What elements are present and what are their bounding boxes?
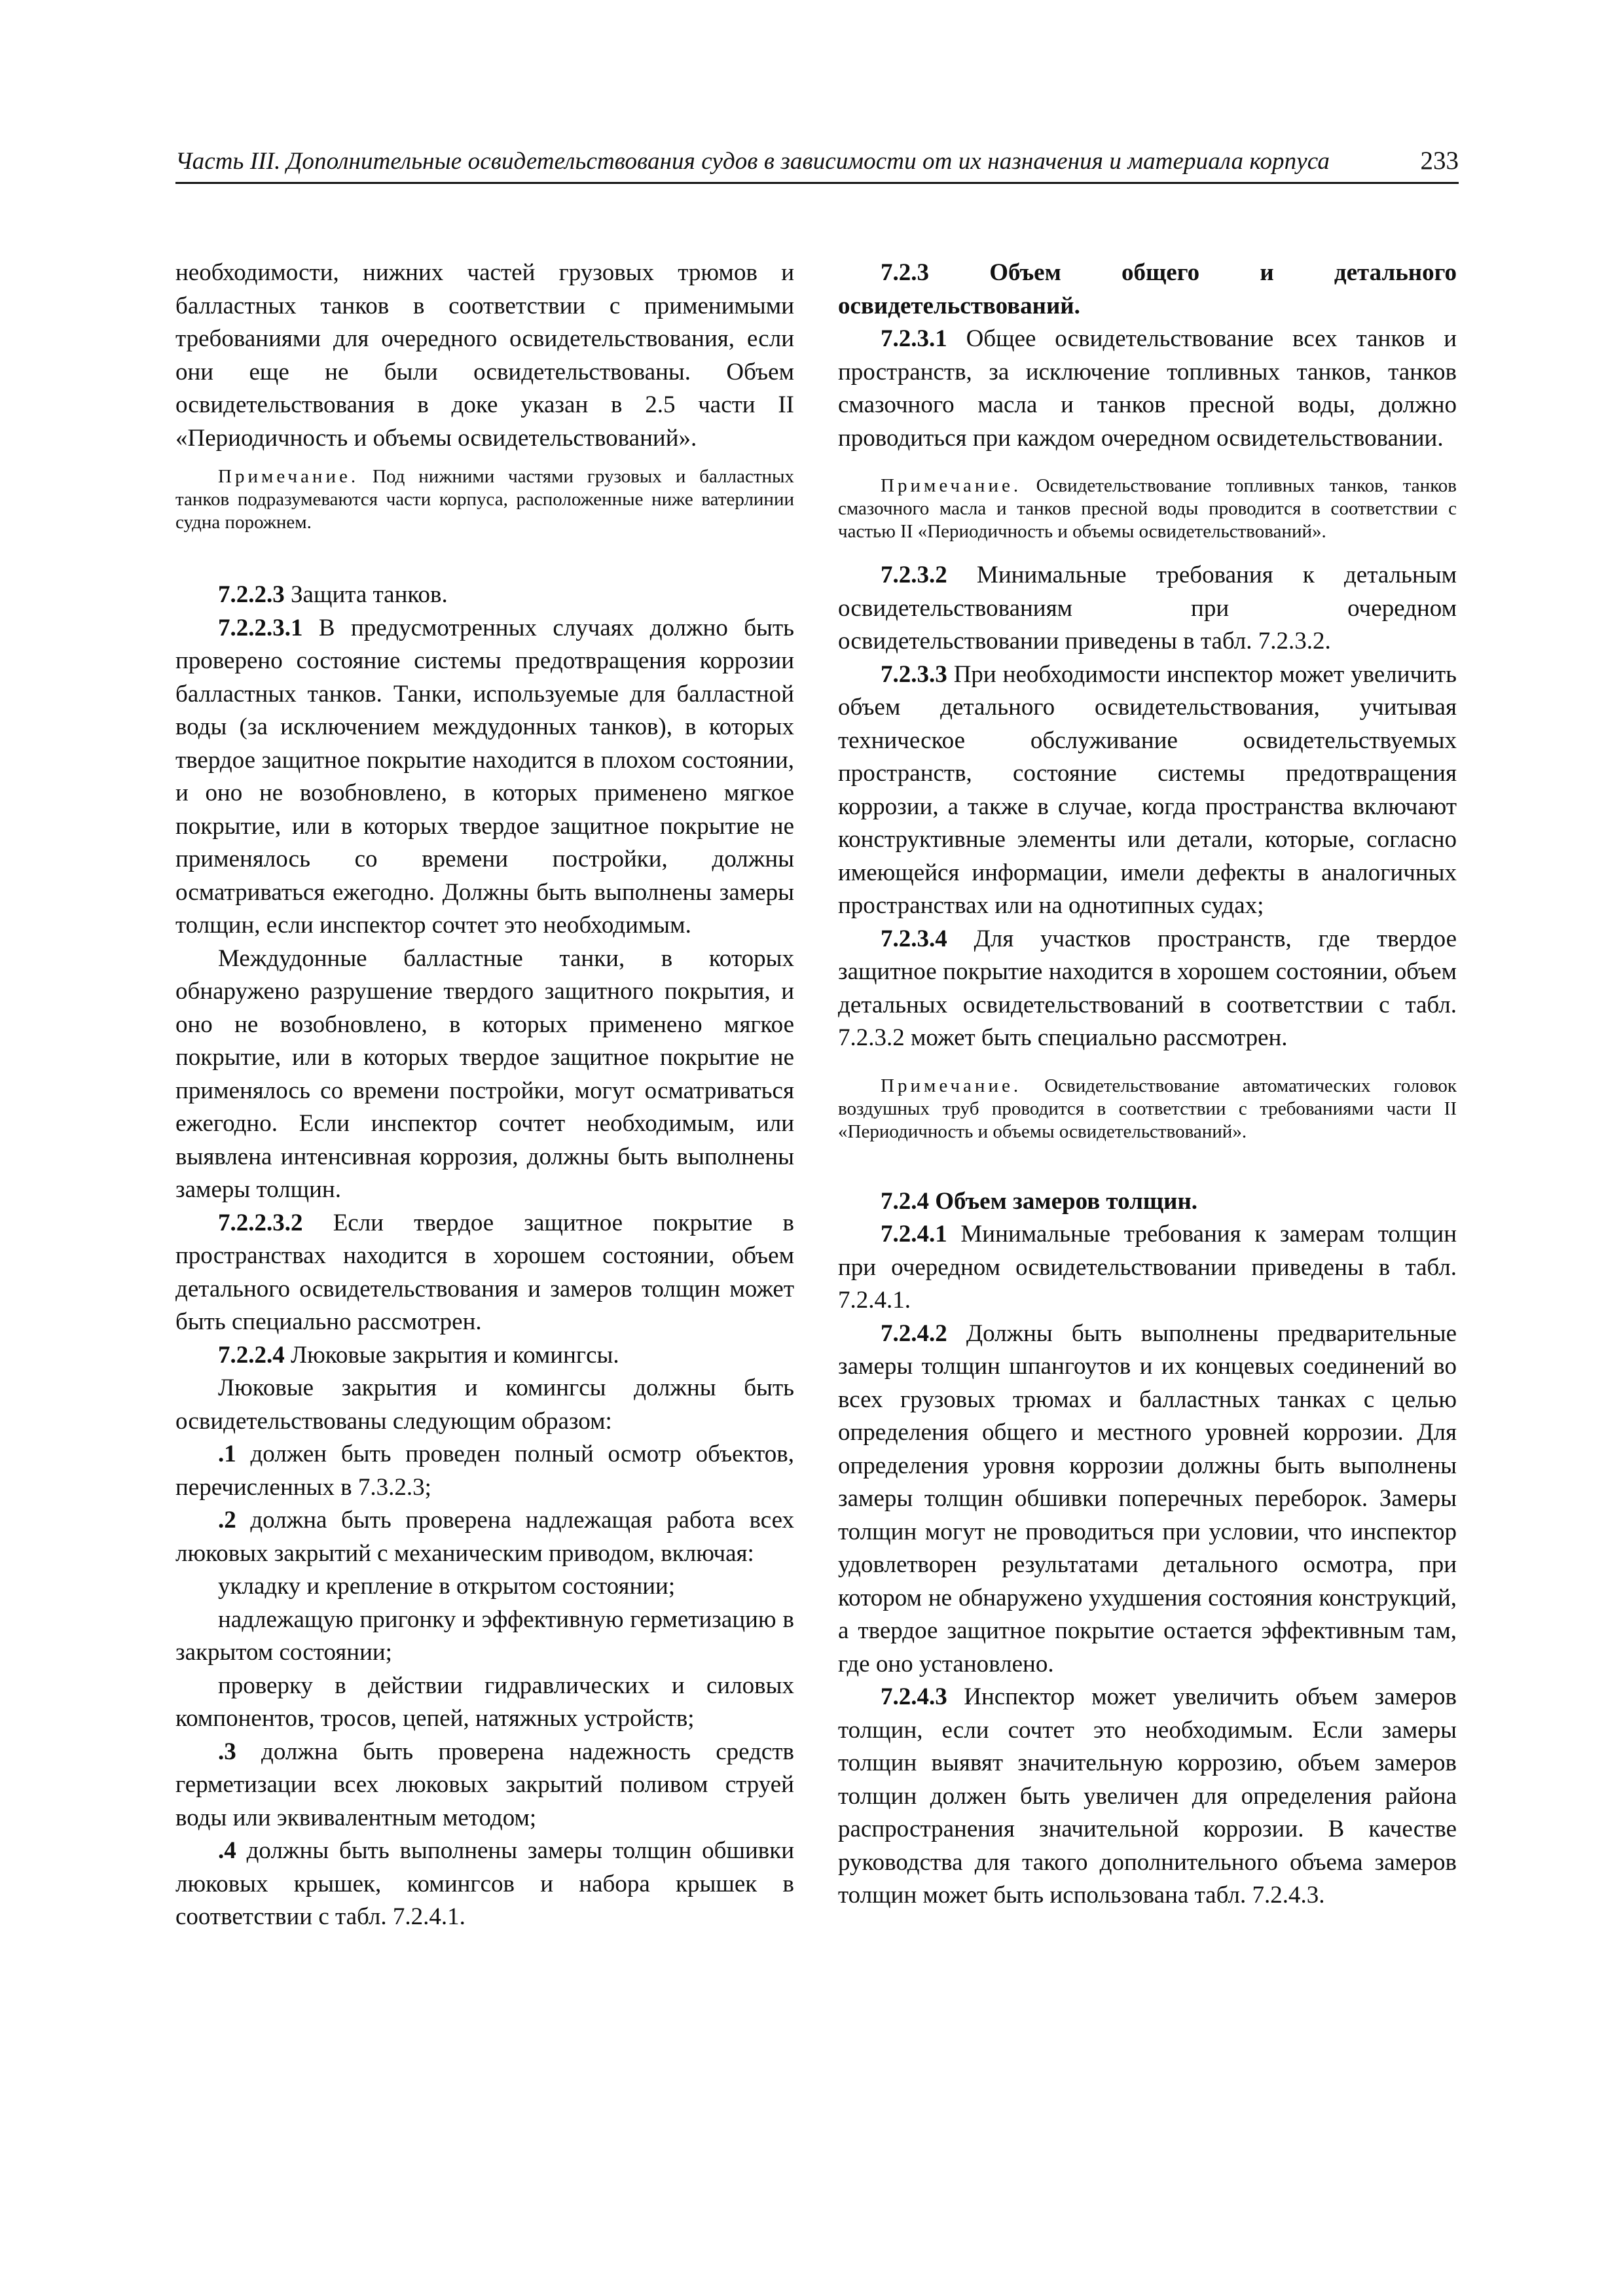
paragraph-7-2-4-2 [838,1318,1457,1681]
item-number: .1 [218,1441,236,1467]
paragraph-7-2-3-4 [838,923,1457,1055]
page-number: 233 [1420,147,1459,175]
paragraph-7-2-2-3-1 [175,612,794,942]
paragraph-7-2-2-3-2 [175,1207,794,1339]
paragraph-text: Минимальные требования к замерам толщин при очередном освидетельствовании приведены в табл. 7.2.4.1. [838,1221,1457,1314]
note-text: Под нижними частями грузовых и балластных танков подразумеваются части корпуса, расположенные ниже ватерлинии судна порожнем. [175,466,794,533]
section-number: 7.2.2.3.2 [218,1209,303,1236]
paragraph-text: При необходимости инспектор может увеличить объем детального освидетельствования, учитывая техническое обслуживание освидетельствуемых пространств, состояние системы предотвращения коррозии, а также в случае, когда пространства включают конструктивные элементы или детали, которые, согласно имеющейся информации, имели дефекты в аналогичных пространствах или на однотипных судах; [838,660,1457,919]
left-column [175,257,794,1934]
section-number: 7.2.3.2 [881,562,947,588]
note-text: Освидетельствование автоматических головок воздушных труб проводится в соответствии с требованиями части II «Периодичность и объемы освидетельствований». [838,1075,1457,1142]
item-number: .3 [218,1738,236,1765]
paragraph-hatch-intro: Люковые закрытия и комингсы должны быть освидетельствованы следующим образом: [175,1374,794,1435]
paragraph-intro: необходимости, нижних частей грузовых трюмов и балластных танков в соответствии с применимыми требованиями для очередного освидетельствования, если они еще не были освидетельствованы. Объем освидетельствования в доке указан в 2.5 части II «Периодичность и объемы освидетельствований». [175,259,794,452]
item-text: должна быть проверена надлежащая работа всех люковых закрытий с механическим приводом, включая: [175,1507,794,1567]
section-number: 7.2.3.4 [881,925,947,952]
section-number: 7.2.2.3.1 [218,614,303,641]
note-text: Освидетельствование топливных танков, танков смазочного масла и танков пресной воды проводится в соответствии с частью II «Периодичность и объемы освидетельствований». [838,475,1457,542]
note-label: Примечание. [881,475,1022,496]
section-7-2-2-3-heading [175,579,794,612]
paragraph-7-2-4-1 [838,1218,1457,1318]
section-number: 7.2.4.3 [881,1683,947,1710]
list-item-2 [175,1504,794,1570]
sub-item-3: проверку в действии гидравлических и силовых компонентов, тросов, цепей, натяжных устройств; [175,1672,794,1732]
note-label: Примечание. [218,466,359,487]
paragraph-text: Для участков пространств, где твердое защитное покрытие находится в хорошем состоянии, объем детальных освидетельствований в соответствии с табл. 7.2.3.2 может быть специально рассмотрен. [838,925,1457,1051]
sub-item-1: укладку и крепление в открытом состоянии; [218,1573,676,1600]
paragraph-double-bottom: Междудонные балластные танки, в которых обнаружено разрушение твердого защитного покрытия, и оно не возобновлено, в которых применено мягкое покрытие, или в которых твердое защитное покрытие не применялось со времени постройки, могут осматриваться ежегодно. Если инспектор сочтет необходимым, или выявлена интенсивная коррозия, должны быть выполнены замеры толщин. [175,944,794,1203]
paragraph-text: Общее освидетельствование всех танков и пространств, за исключение топливных танков, танков смазочного масла и танков пресной воды, должно проводиться при каждом очередном освидетельствовании. [838,325,1457,452]
paragraph-7-2-4-3 [838,1681,1457,1912]
section-number: 7.2.2.4 [218,1341,285,1369]
section-number: 7.2.3.3 [881,660,947,688]
note-air-pipes [838,1075,1457,1143]
paragraph-7-2-3-3 [838,658,1457,923]
right-column [838,257,1457,1912]
item-text: должны быть выполнены замеры толщин обшивки люковых крышек, комингсов и набора крышек в соответствии с табл. 7.2.4.1. [175,1837,794,1930]
paragraph-7-2-3-2 [838,559,1457,658]
section-7-2-2-4-heading [175,1339,794,1372]
list-item-4 [175,1835,794,1934]
paragraph-text: В предусмотренных случаях должно быть проверено состояние системы предотвращения коррозии балластных танков. Танки, используемые для балластной воды (за исключением междудонных танков), в которых твердое защитное покрытие находится в плохом состоянии, и оно не возобновлено, в которых применено мягкое покрытие, или в которых твердое защитное покрытие не применялось со времени постройки, должны осматриваться ежегодно. Должны быть выполнены замеры толщин, если инспектор сочтет это необходимым. [175,614,794,939]
note-fuel-tanks [838,475,1457,543]
section-title: Люковые закрытия и комингсы. [284,1341,619,1369]
section-number: 7.2.3.1 [881,325,947,352]
item-text: должна быть проверена надежность средств герметизации всех люковых закрытий поливом струей воды или эквивалентным методом; [175,1738,794,1831]
note-label: Примечание. [881,1075,1022,1096]
section-number: 7.2.4.2 [881,1319,947,1347]
sub-item-2: надлежащую пригонку и эффективную герметизацию в закрытом состоянии; [175,1605,794,1666]
paragraph-text: Инспектор может увеличить объем замеров толщин, если сочтет это необходимым. Если замеры толщин выявят значительную коррозию, объем замеров толщин должен быть увеличен для определения района распространения значительной коррозии. В качестве руководства для такого дополнительного объема замеров толщин может быть использована табл. 7.2.4.3. [838,1683,1457,1909]
paragraph-text: Если твердое защитное покрытие в пространствах находится в хорошем состоянии, объем детального освидетельствования и замеров толщин может быть специально рассмотрен. [175,1209,794,1335]
section-7-2-3-heading: 7.2.3 Объем общего и детального освидетельствований. [838,259,1457,319]
running-title: Часть III. Дополнительные освидетельствования судов в зависимости от их назначения и материала корпуса [175,148,1330,175]
list-item-1 [175,1438,794,1504]
item-number: .2 [218,1507,236,1534]
section-number: 7.2.4.1 [881,1221,947,1247]
paragraph-7-2-3-1 [838,323,1457,455]
paragraph-text: Минимальные требования к детальным освидетельствованиям при очередном освидетельствовании приведены в табл. 7.2.3.2. [838,562,1457,655]
paragraph-text: Должны быть выполнены предварительные замеры толщин шпангоутов и их концевых соединений во всех грузовых трюмах и балластных танках с целью определения общего и местного уровней коррозии. Для определения уровня коррозии должны быть выполнены замеры толщин обшивки поперечных переборок. Замеры толщин могут не проводиться при условии, что инспектор удовлетворен результатами детального осмотра, при котором не обнаружено ухудшения состояния конструкций, а твердое защитное покрытие остается эффективным там, где оно установлено. [838,1319,1457,1677]
page-header [175,145,1459,184]
item-number: .4 [218,1837,236,1864]
section-7-2-4-heading: 7.2.4 Объем замеров толщин. [881,1187,1198,1215]
item-text: должен быть проведен полный осмотр объектов, перечисленных в 7.3.2.3; [175,1441,794,1501]
note-lower-parts [175,465,794,534]
section-title: Защита танков. [284,581,448,608]
list-item-3 [175,1736,794,1835]
section-number: 7.2.2.3 [218,581,285,608]
